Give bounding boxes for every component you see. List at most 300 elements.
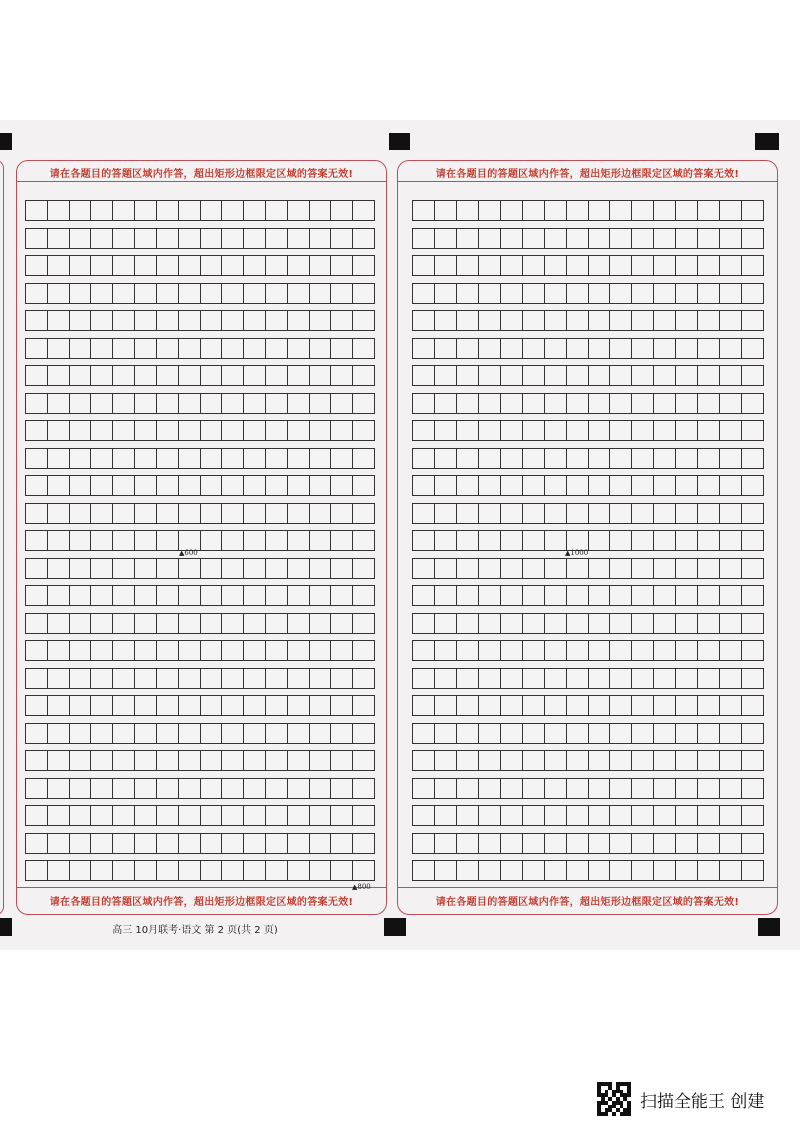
grid-cell[interactable] (135, 256, 157, 275)
grid-cell[interactable] (523, 559, 545, 578)
grid-cell[interactable] (244, 421, 266, 440)
grid-cell[interactable] (632, 201, 654, 220)
grid-cell[interactable] (26, 366, 48, 385)
grid-cell[interactable] (501, 779, 523, 798)
grid-cell[interactable] (698, 366, 720, 385)
grid-cell[interactable] (288, 834, 310, 853)
grid-cell[interactable] (288, 861, 310, 880)
grid-cell[interactable] (222, 229, 244, 248)
grid-cell[interactable] (698, 421, 720, 440)
grid-cell[interactable] (720, 751, 742, 770)
grid-cell[interactable] (457, 339, 479, 358)
grid-cell[interactable] (266, 806, 288, 825)
grid-cell[interactable] (698, 531, 720, 550)
grid-cell[interactable] (179, 724, 201, 743)
grid-cell[interactable] (457, 559, 479, 578)
grid-cell[interactable] (70, 586, 92, 605)
grid-cell[interactable] (26, 586, 48, 605)
grid-cell[interactable] (244, 394, 266, 413)
grid-cell[interactable] (676, 476, 698, 495)
grid-cell[interactable] (288, 586, 310, 605)
grid-cell[interactable] (501, 256, 523, 275)
grid-cell[interactable] (157, 751, 179, 770)
grid-cell[interactable] (720, 366, 742, 385)
grid-cell[interactable] (545, 696, 567, 715)
grid-cell[interactable] (331, 531, 353, 550)
grid-cell[interactable] (698, 559, 720, 578)
grid-cell[interactable] (91, 449, 113, 468)
grid-cell[interactable] (179, 641, 201, 660)
grid-cell[interactable] (222, 449, 244, 468)
grid-cell[interactable] (91, 751, 113, 770)
grid-cell[interactable] (479, 559, 501, 578)
grid-cell[interactable] (545, 366, 567, 385)
grid-cell[interactable] (135, 504, 157, 523)
grid-cell[interactable] (113, 284, 135, 303)
grid-cell[interactable] (222, 724, 244, 743)
grid-cell[interactable] (113, 751, 135, 770)
grid-cell[interactable] (70, 751, 92, 770)
grid-cell[interactable] (70, 779, 92, 798)
grid-cell[interactable] (48, 861, 70, 880)
grid-cell[interactable] (698, 724, 720, 743)
grid-cell[interactable] (310, 834, 332, 853)
grid-cell[interactable] (310, 696, 332, 715)
grid-cell[interactable] (479, 366, 501, 385)
grid-cell[interactable] (632, 641, 654, 660)
grid-cell[interactable] (698, 614, 720, 633)
grid-cell[interactable] (589, 641, 611, 660)
grid-cell[interactable] (353, 256, 375, 275)
grid-cell[interactable] (113, 394, 135, 413)
grid-cell[interactable] (720, 724, 742, 743)
grid-cell[interactable] (91, 504, 113, 523)
grid-cell[interactable] (266, 201, 288, 220)
grid-cell[interactable] (113, 779, 135, 798)
grid-cell[interactable] (244, 311, 266, 330)
grid-cell[interactable] (201, 449, 223, 468)
grid-cell[interactable] (179, 614, 201, 633)
grid-cell[interactable] (676, 366, 698, 385)
grid-cell[interactable] (720, 779, 742, 798)
grid-cell[interactable] (413, 449, 435, 468)
grid-cell[interactable] (720, 861, 742, 880)
grid-cell[interactable] (457, 229, 479, 248)
grid-cell[interactable] (179, 284, 201, 303)
grid-cell[interactable] (523, 476, 545, 495)
grid-cell[interactable] (698, 229, 720, 248)
grid-cell[interactable] (632, 724, 654, 743)
grid-cell[interactable] (201, 201, 223, 220)
grid-cell[interactable] (353, 229, 375, 248)
grid-cell[interactable] (222, 504, 244, 523)
grid-cell[interactable] (91, 641, 113, 660)
grid-cell[interactable] (331, 614, 353, 633)
grid-cell[interactable] (244, 449, 266, 468)
grid-cell[interactable] (654, 834, 676, 853)
grid-cell[interactable] (331, 256, 353, 275)
grid-cell[interactable] (310, 449, 332, 468)
grid-cell[interactable] (742, 256, 764, 275)
grid-cell[interactable] (135, 614, 157, 633)
grid-cell[interactable] (567, 284, 589, 303)
grid-cell[interactable] (48, 366, 70, 385)
grid-cell[interactable] (545, 641, 567, 660)
grid-cell[interactable] (632, 476, 654, 495)
grid-cell[interactable] (435, 614, 457, 633)
grid-cell[interactable] (353, 394, 375, 413)
grid-cell[interactable] (244, 641, 266, 660)
grid-cell[interactable] (435, 201, 457, 220)
grid-cell[interactable] (501, 394, 523, 413)
grid-cell[interactable] (26, 861, 48, 880)
grid-cell[interactable] (632, 449, 654, 468)
writing-grid-right[interactable] (412, 200, 764, 888)
grid-cell[interactable] (654, 504, 676, 523)
grid-cell[interactable] (201, 421, 223, 440)
grid-cell[interactable] (523, 256, 545, 275)
grid-cell[interactable] (610, 394, 632, 413)
grid-cell[interactable] (331, 861, 353, 880)
grid-cell[interactable] (222, 559, 244, 578)
grid-cell[interactable] (353, 779, 375, 798)
grid-cell[interactable] (567, 586, 589, 605)
grid-cell[interactable] (742, 724, 764, 743)
grid-cell[interactable] (113, 614, 135, 633)
grid-cell[interactable] (48, 476, 70, 495)
grid-cell[interactable] (501, 559, 523, 578)
grid-cell[interactable] (479, 476, 501, 495)
grid-cell[interactable] (113, 201, 135, 220)
grid-cell[interactable] (201, 504, 223, 523)
grid-cell[interactable] (331, 669, 353, 688)
grid-cell[interactable] (331, 449, 353, 468)
grid-cell[interactable] (288, 366, 310, 385)
grid-cell[interactable] (589, 834, 611, 853)
grid-cell[interactable] (501, 751, 523, 770)
grid-cell[interactable] (48, 641, 70, 660)
grid-cell[interactable] (91, 421, 113, 440)
grid-cell[interactable] (201, 806, 223, 825)
grid-cell[interactable] (310, 669, 332, 688)
grid-cell[interactable] (457, 449, 479, 468)
grid-cell[interactable] (310, 861, 332, 880)
grid-cell[interactable] (567, 366, 589, 385)
grid-cell[interactable] (742, 751, 764, 770)
grid-cell[interactable] (113, 311, 135, 330)
grid-cell[interactable] (222, 641, 244, 660)
grid-cell[interactable] (654, 476, 676, 495)
grid-cell[interactable] (413, 366, 435, 385)
grid-cell[interactable] (222, 366, 244, 385)
grid-cell[interactable] (288, 284, 310, 303)
grid-cell[interactable] (698, 449, 720, 468)
grid-cell[interactable] (288, 531, 310, 550)
grid-cell[interactable] (523, 696, 545, 715)
grid-cell[interactable] (266, 339, 288, 358)
grid-cell[interactable] (331, 641, 353, 660)
grid-cell[interactable] (545, 421, 567, 440)
grid-cell[interactable] (222, 861, 244, 880)
grid-cell[interactable] (288, 724, 310, 743)
grid-cell[interactable] (457, 779, 479, 798)
grid-cell[interactable] (135, 229, 157, 248)
grid-cell[interactable] (545, 834, 567, 853)
grid-cell[interactable] (26, 834, 48, 853)
grid-cell[interactable] (610, 339, 632, 358)
grid-cell[interactable] (266, 449, 288, 468)
grid-cell[interactable] (720, 476, 742, 495)
grid-cell[interactable] (288, 476, 310, 495)
grid-cell[interactable] (479, 806, 501, 825)
grid-cell[interactable] (70, 311, 92, 330)
grid-cell[interactable] (589, 504, 611, 523)
grid-cell[interactable] (545, 779, 567, 798)
grid-cell[interactable] (676, 806, 698, 825)
grid-cell[interactable] (654, 559, 676, 578)
grid-cell[interactable] (435, 394, 457, 413)
grid-cell[interactable] (567, 476, 589, 495)
grid-cell[interactable] (266, 834, 288, 853)
grid-cell[interactable] (545, 476, 567, 495)
grid-cell[interactable] (91, 834, 113, 853)
grid-cell[interactable] (244, 806, 266, 825)
grid-cell[interactable] (479, 669, 501, 688)
grid-cell[interactable] (331, 284, 353, 303)
grid-cell[interactable] (479, 229, 501, 248)
grid-cell[interactable] (501, 311, 523, 330)
grid-cell[interactable] (435, 284, 457, 303)
grid-cell[interactable] (720, 311, 742, 330)
grid-cell[interactable] (479, 311, 501, 330)
grid-cell[interactable] (179, 834, 201, 853)
grid-cell[interactable] (457, 641, 479, 660)
grid-cell[interactable] (179, 696, 201, 715)
grid-cell[interactable] (545, 586, 567, 605)
grid-cell[interactable] (501, 504, 523, 523)
grid-cell[interactable] (501, 614, 523, 633)
grid-cell[interactable] (698, 586, 720, 605)
grid-cell[interactable] (201, 394, 223, 413)
grid-cell[interactable] (179, 311, 201, 330)
grid-cell[interactable] (589, 449, 611, 468)
grid-cell[interactable] (567, 861, 589, 880)
grid-cell[interactable] (567, 806, 589, 825)
grid-cell[interactable] (135, 366, 157, 385)
grid-cell[interactable] (70, 339, 92, 358)
grid-cell[interactable] (288, 394, 310, 413)
grid-cell[interactable] (353, 449, 375, 468)
grid-cell[interactable] (157, 394, 179, 413)
grid-cell[interactable] (676, 724, 698, 743)
grid-cell[interactable] (632, 586, 654, 605)
grid-cell[interactable] (567, 834, 589, 853)
grid-cell[interactable] (244, 779, 266, 798)
grid-cell[interactable] (222, 669, 244, 688)
grid-cell[interactable] (113, 339, 135, 358)
grid-cell[interactable] (742, 366, 764, 385)
grid-cell[interactable] (742, 449, 764, 468)
grid-cell[interactable] (266, 861, 288, 880)
grid-cell[interactable] (157, 834, 179, 853)
grid-cell[interactable] (353, 531, 375, 550)
grid-cell[interactable] (113, 669, 135, 688)
grid-cell[interactable] (479, 339, 501, 358)
grid-cell[interactable] (91, 201, 113, 220)
grid-cell[interactable] (632, 339, 654, 358)
grid-cell[interactable] (413, 696, 435, 715)
grid-cell[interactable] (676, 696, 698, 715)
grid-cell[interactable] (567, 394, 589, 413)
grid-cell[interactable] (48, 779, 70, 798)
grid-cell[interactable] (589, 751, 611, 770)
grid-cell[interactable] (91, 311, 113, 330)
grid-cell[interactable] (610, 476, 632, 495)
grid-cell[interactable] (201, 751, 223, 770)
grid-cell[interactable] (331, 834, 353, 853)
grid-cell[interactable] (113, 366, 135, 385)
grid-cell[interactable] (266, 614, 288, 633)
grid-cell[interactable] (413, 861, 435, 880)
grid-cell[interactable] (179, 256, 201, 275)
grid-cell[interactable] (353, 614, 375, 633)
grid-cell[interactable] (113, 861, 135, 880)
grid-cell[interactable] (310, 366, 332, 385)
grid-cell[interactable] (244, 256, 266, 275)
grid-cell[interactable] (676, 421, 698, 440)
grid-cell[interactable] (610, 806, 632, 825)
grid-cell[interactable] (222, 394, 244, 413)
grid-cell[interactable] (70, 834, 92, 853)
grid-cell[interactable] (310, 421, 332, 440)
grid-cell[interactable] (698, 669, 720, 688)
grid-cell[interactable] (523, 311, 545, 330)
grid-cell[interactable] (435, 449, 457, 468)
grid-cell[interactable] (479, 531, 501, 550)
grid-cell[interactable] (435, 861, 457, 880)
grid-cell[interactable] (654, 861, 676, 880)
grid-cell[interactable] (457, 476, 479, 495)
grid-cell[interactable] (501, 861, 523, 880)
grid-cell[interactable] (70, 531, 92, 550)
grid-cell[interactable] (113, 641, 135, 660)
grid-cell[interactable] (698, 284, 720, 303)
grid-cell[interactable] (26, 696, 48, 715)
grid-cell[interactable] (310, 641, 332, 660)
grid-cell[interactable] (244, 751, 266, 770)
grid-cell[interactable] (222, 834, 244, 853)
grid-cell[interactable] (201, 531, 223, 550)
grid-cell[interactable] (698, 201, 720, 220)
grid-cell[interactable] (201, 614, 223, 633)
grid-cell[interactable] (48, 504, 70, 523)
grid-cell[interactable] (435, 504, 457, 523)
grid-cell[interactable] (244, 531, 266, 550)
grid-cell[interactable] (457, 504, 479, 523)
grid-cell[interactable] (266, 559, 288, 578)
grid-cell[interactable] (435, 834, 457, 853)
grid-cell[interactable] (654, 449, 676, 468)
grid-cell[interactable] (266, 366, 288, 385)
grid-cell[interactable] (353, 834, 375, 853)
grid-cell[interactable] (310, 256, 332, 275)
grid-cell[interactable] (135, 724, 157, 743)
grid-cell[interactable] (654, 531, 676, 550)
grid-cell[interactable] (435, 724, 457, 743)
grid-cell[interactable] (222, 696, 244, 715)
grid-cell[interactable] (545, 449, 567, 468)
grid-cell[interactable] (523, 669, 545, 688)
grid-cell[interactable] (720, 504, 742, 523)
grid-cell[interactable] (567, 229, 589, 248)
grid-cell[interactable] (676, 201, 698, 220)
grid-cell[interactable] (632, 669, 654, 688)
grid-cell[interactable] (70, 449, 92, 468)
grid-cell[interactable] (331, 806, 353, 825)
grid-cell[interactable] (157, 421, 179, 440)
grid-cell[interactable] (523, 751, 545, 770)
grid-cell[interactable] (26, 614, 48, 633)
grid-cell[interactable] (244, 229, 266, 248)
grid-cell[interactable] (48, 806, 70, 825)
grid-cell[interactable] (742, 586, 764, 605)
grid-cell[interactable] (413, 724, 435, 743)
grid-cell[interactable] (632, 806, 654, 825)
grid-cell[interactable] (244, 476, 266, 495)
grid-cell[interactable] (353, 284, 375, 303)
grid-cell[interactable] (720, 449, 742, 468)
grid-cell[interactable] (589, 614, 611, 633)
grid-cell[interactable] (157, 696, 179, 715)
grid-cell[interactable] (742, 614, 764, 633)
grid-cell[interactable] (698, 779, 720, 798)
grid-cell[interactable] (91, 696, 113, 715)
grid-cell[interactable] (266, 394, 288, 413)
grid-cell[interactable] (157, 504, 179, 523)
grid-cell[interactable] (179, 559, 201, 578)
grid-cell[interactable] (288, 641, 310, 660)
grid-cell[interactable] (654, 394, 676, 413)
grid-cell[interactable] (654, 614, 676, 633)
grid-cell[interactable] (70, 476, 92, 495)
grid-cell[interactable] (179, 751, 201, 770)
grid-cell[interactable] (632, 751, 654, 770)
grid-cell[interactable] (310, 724, 332, 743)
grid-cell[interactable] (545, 504, 567, 523)
grid-cell[interactable] (413, 559, 435, 578)
grid-cell[interactable] (632, 861, 654, 880)
grid-cell[interactable] (201, 476, 223, 495)
grid-cell[interactable] (457, 724, 479, 743)
grid-cell[interactable] (479, 641, 501, 660)
grid-cell[interactable] (720, 284, 742, 303)
grid-cell[interactable] (288, 504, 310, 523)
grid-cell[interactable] (266, 641, 288, 660)
grid-cell[interactable] (523, 614, 545, 633)
grid-cell[interactable] (523, 586, 545, 605)
grid-cell[interactable] (288, 614, 310, 633)
grid-cell[interactable] (48, 256, 70, 275)
grid-cell[interactable] (310, 531, 332, 550)
grid-cell[interactable] (676, 586, 698, 605)
grid-cell[interactable] (567, 559, 589, 578)
grid-cell[interactable] (266, 476, 288, 495)
grid-cell[interactable] (26, 779, 48, 798)
grid-cell[interactable] (157, 229, 179, 248)
grid-cell[interactable] (266, 284, 288, 303)
grid-cell[interactable] (676, 751, 698, 770)
grid-cell[interactable] (610, 641, 632, 660)
